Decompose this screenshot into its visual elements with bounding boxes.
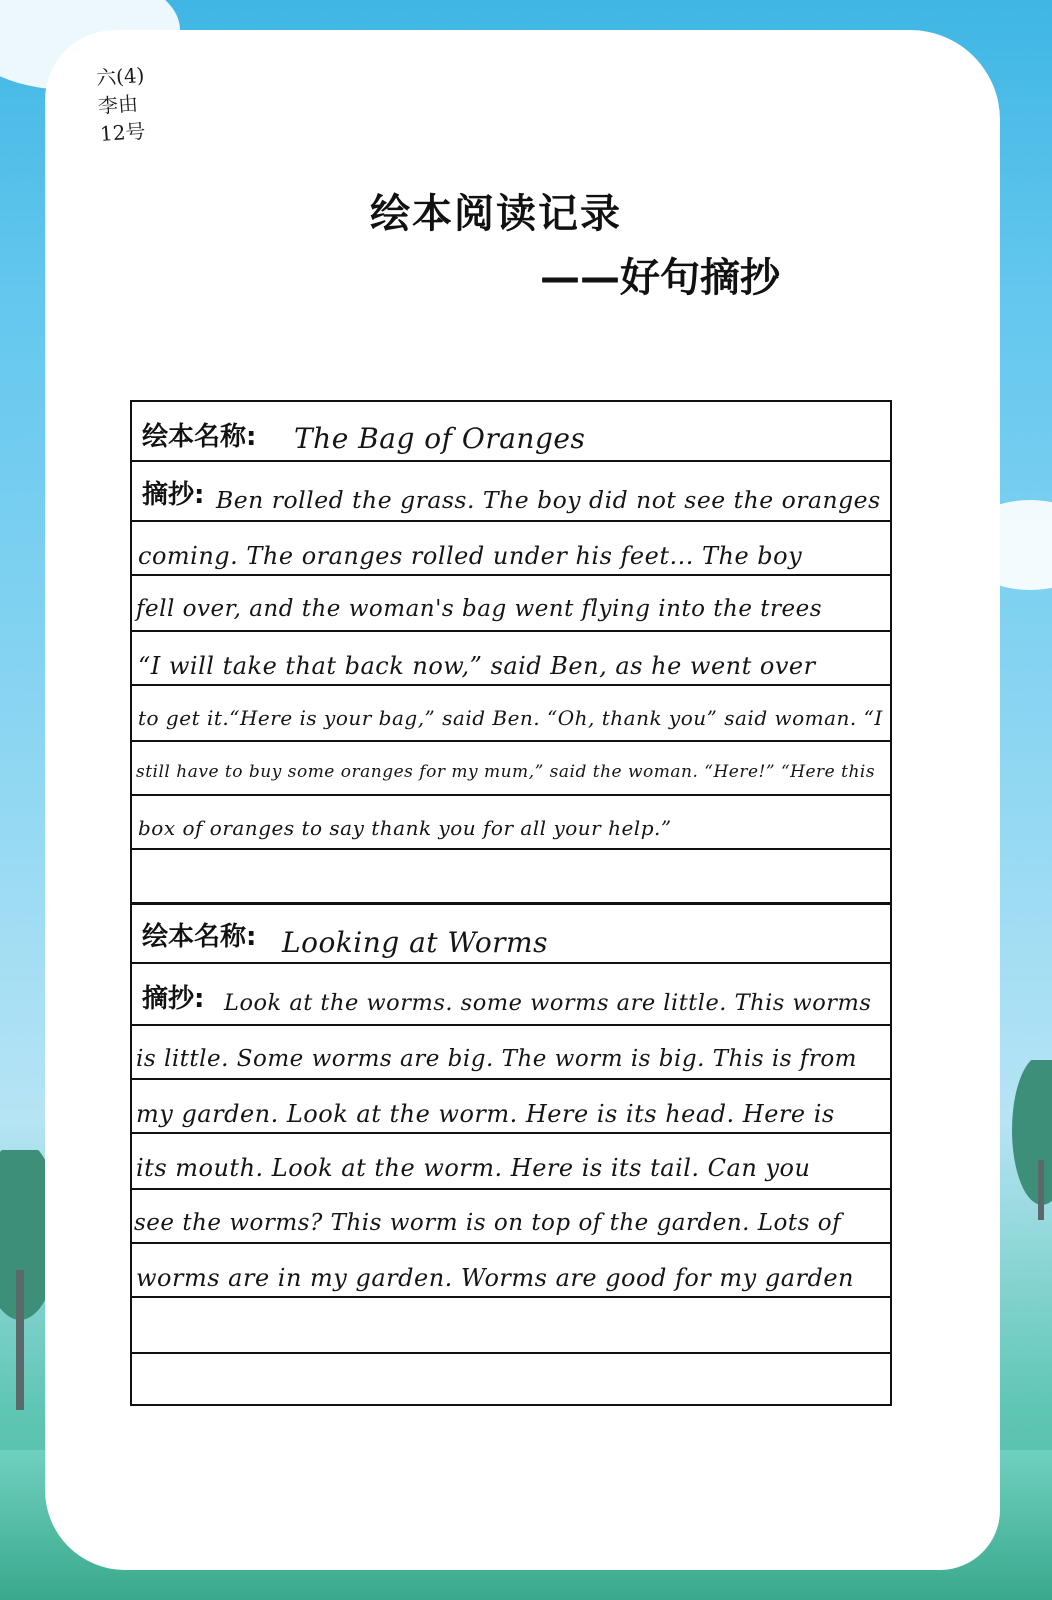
table-rule [132, 848, 890, 850]
table-rule [132, 520, 890, 522]
book-title: The Bag of Oranges [294, 422, 586, 455]
table-rule [132, 630, 890, 632]
excerpt-line: see the worms? This worm is on top of the garden. Lots of [134, 1210, 842, 1236]
table-rule [132, 1296, 890, 1298]
student-name: 李由 [97, 91, 139, 119]
book-title: Looking at Worms [282, 926, 548, 959]
tree-decoration [1012, 1060, 1052, 1220]
table-rule [132, 1024, 890, 1026]
table-rule [132, 1352, 890, 1354]
excerpt-line: to get it.“Here is your bag,” said Ben. “Oh, thank you” said woman. “I [138, 706, 883, 730]
excerpt-label: 摘抄: [142, 984, 205, 1014]
table-rule [132, 574, 890, 576]
table-rule [132, 460, 890, 462]
table-rule [132, 1242, 890, 1244]
book-name-label: 绘本名称: [142, 422, 257, 452]
table-rule [132, 1078, 890, 1080]
excerpt-line: fell over, and the woman's bag went flying into the trees [136, 596, 823, 622]
table-rule [132, 794, 890, 796]
page-subtitle: ——好句摘抄 [540, 255, 780, 301]
excerpt-line: is little. Some worms are big. The worm is big. This is from [136, 1046, 857, 1072]
table-rule [132, 1188, 890, 1190]
excerpt-line: Ben rolled the grass. The boy did not see the oranges [216, 486, 881, 514]
student-number: 12号 [99, 118, 147, 146]
table-rule [132, 1132, 890, 1134]
excerpt-line: worms are in my garden. Worms are good for my garden [136, 1264, 854, 1292]
excerpt-line: box of oranges to say thank you for all your help.” [138, 816, 672, 840]
excerpt-line: its mouth. Look at the worm. Here is its tail. Can you [136, 1154, 811, 1182]
table-rule [132, 684, 890, 686]
book-name-label: 绘本名称: [142, 922, 257, 952]
class-number: 六(4) [95, 62, 146, 91]
table-rule [132, 740, 890, 742]
student-class-note [95, 60, 161, 148]
reading-record-table [130, 400, 892, 1406]
table-rule [132, 902, 890, 905]
excerpt-line: “I will take that back now,” said Ben, as he went over [138, 652, 816, 680]
excerpt-line: my garden. Look at the worm. Here is its head. Here is [136, 1100, 835, 1128]
excerpt-line: Look at the worms. some worms are little. This worms [224, 990, 872, 1016]
excerpt-line: still have to buy some oranges for my mum,” said the woman. “Here!” “Here this [136, 762, 876, 782]
table-rule [132, 962, 890, 964]
excerpt-label: 摘抄: [142, 480, 205, 510]
excerpt-line: coming. The oranges rolled under his feet... The boy [138, 542, 803, 570]
page-title: 绘本阅读记录 [370, 191, 622, 237]
